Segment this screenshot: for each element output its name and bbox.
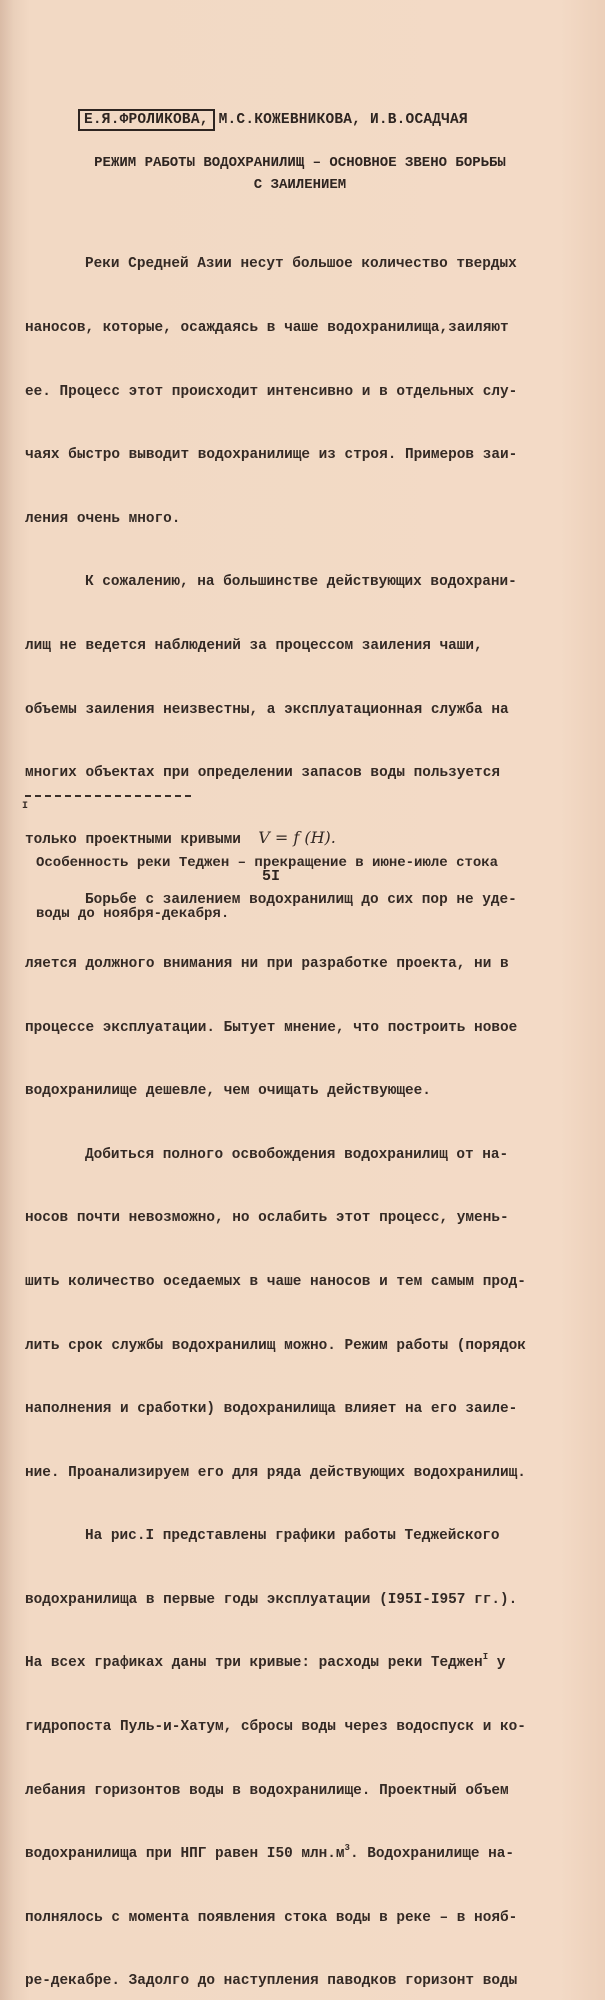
text-fragment: На всех графиках даны три кривые: расходы реки Теджен xyxy=(25,1655,483,1672)
footnote-line-2: воды до ноября-декабря. xyxy=(36,906,230,922)
text-line: многих объектах при определении запасов воды пользуется xyxy=(25,765,500,782)
text-line: Добиться полного освобождения водохранилищ от на- xyxy=(85,1146,509,1163)
body-text xyxy=(25,212,555,2000)
footnote-divider xyxy=(25,795,191,797)
text-line: водохранилище дешевле, чем очищать действующее. xyxy=(25,1083,431,1100)
author-boxed: Е.Я.ФРОЛИКОВА, xyxy=(78,109,215,131)
superscript-cube: 3 xyxy=(344,1843,350,1854)
text-line: чаях быстро выводит водохранилище из строя. Примеров заи- xyxy=(25,447,518,464)
text-line: На рис.I представлены графики работы Теджейского xyxy=(85,1528,500,1545)
handwritten-formula: V = f (H). xyxy=(258,827,336,847)
text-line: гидропоста Пуль-и-Хатум, сбросы воды через водоспуск и ко- xyxy=(25,1719,526,1736)
text-line: носов почти невозможно, но ослабить этот процесс, умень- xyxy=(25,1210,509,1227)
text-line: водохранилища в первые годы эксплуатации (I95I-I957 гг.). xyxy=(25,1591,518,1608)
title-line-1: РЕЖИМ РАБОТЫ ВОДОХРАНИЛИЩ – ОСНОВНОЕ ЗВЕНО БОРЬБЫ xyxy=(94,155,506,171)
footnote-line-1: Особенность реки Теджен – прекращение в июне-июле стока xyxy=(36,855,499,871)
text-line: лить срок службы водохранилищ можно. Режим работы (порядок xyxy=(25,1337,526,1354)
text-line: объемы заиления неизвестны, а эксплуатационная служба на xyxy=(25,701,509,718)
authors-rest: М.С.КОЖЕВНИКОВА, И.В.ОСАДЧАЯ xyxy=(218,112,468,128)
text-line: Борьбе с заилением водохранилищ до сих пор не уде- xyxy=(85,892,517,909)
text-line: ее. Процесс этот происходит интенсивно и в отдельных слу- xyxy=(25,383,518,400)
page-number: 5I xyxy=(262,868,281,885)
text-line: ляется должного внимания ни при разработке проекта, ни в xyxy=(25,955,509,972)
text-line: ние. Проанализируем его для ряда действующих водохранилищ. xyxy=(25,1464,526,1481)
text-line: Реки Средней Азии несут большое количество твердых xyxy=(85,256,517,273)
footnote-mark: I xyxy=(22,801,29,812)
authors xyxy=(78,112,468,128)
text-fragment: только проектными кривыми xyxy=(25,831,241,848)
text-line: полнялось с момента появления стока воды в реке – в нояб- xyxy=(25,1909,518,1926)
text-fragment: водохранилища при НПГ равен I50 млн.м xyxy=(25,1846,345,1863)
text-line: процессе эксплуатации. Бытует мнение, что построить новое xyxy=(25,1019,518,1036)
text-line: шить количество оседаемых в чаше наносов и тем самым прод- xyxy=(25,1273,526,1290)
text-line: ления очень много. xyxy=(25,510,181,527)
text-line: лищ не ведется наблюдений за процессом заиления чаши, xyxy=(25,637,483,654)
text-line: ре-декабре. Задолго до наступления паводков горизонт воды xyxy=(25,1973,518,1990)
text-line: наполнения и сработки) водохранилища влияет на его заиле- xyxy=(25,1401,518,1418)
title-line-2: С ЗАИЛЕНИЕМ xyxy=(253,177,347,193)
article-title xyxy=(60,152,540,196)
text-line: лебания горизонтов воды в водохранилище. Проектный объем xyxy=(25,1782,509,1799)
text-line-with-footnote-ref xyxy=(25,1653,555,1674)
footnote xyxy=(22,801,542,957)
text-line: наносов, которые, осаждаясь в чаше водохранилища,заиляют xyxy=(25,320,509,336)
footnote-reference[interactable]: I xyxy=(482,1652,489,1663)
text-line-with-superscript xyxy=(25,1844,555,1865)
text-line: К сожалению, на большинстве действующих водохрани- xyxy=(85,574,517,591)
text-fragment: у xyxy=(488,1655,506,1672)
text-fragment: . Водохранилище на- xyxy=(349,1846,515,1863)
